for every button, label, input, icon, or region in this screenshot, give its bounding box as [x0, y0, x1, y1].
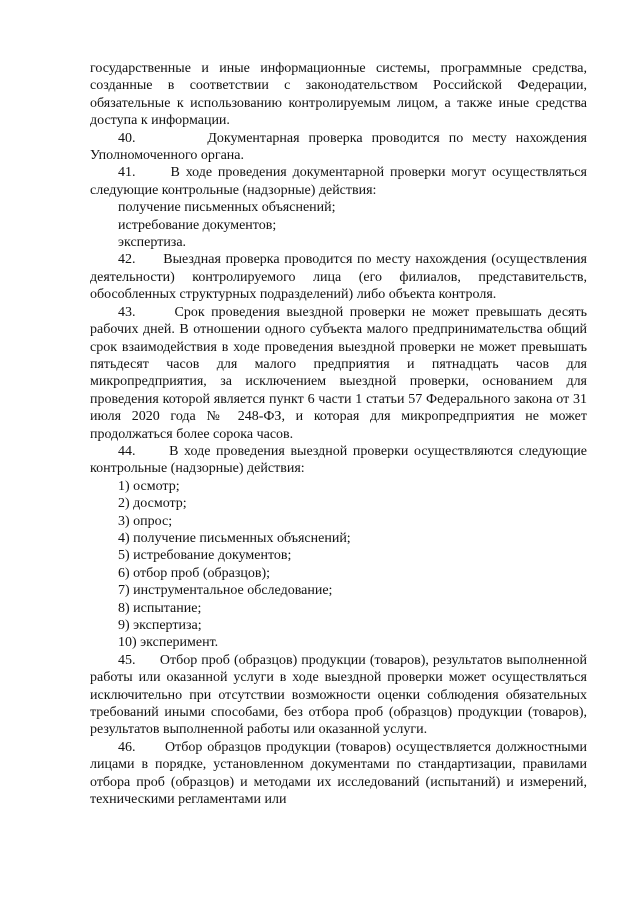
list-item: 3) опрос; — [118, 513, 173, 529]
paragraph-42: 42. Выездная проверка проводится по месту нахождения (осуществления деятельности) контролируемого лица (его филиалов, представительств, обособленных структурных подразделений) либо объекта контроля. — [90, 252, 587, 303]
list-item: экспертиза. — [118, 235, 187, 251]
list-item: 6) отбор проб (образцов); — [118, 565, 271, 581]
list-item: 9) экспертиза; — [118, 618, 202, 633]
list-item: 5) истребование документов; — [118, 548, 292, 564]
paragraph-45: 45. Отбор проб (образцов) продукции (товаров), результатов выполненной работы или оказанной услуги в ходе выездной проверки может осуществляться исключительно при отсутствии возможности оценки соблюдения обязательных требований иными способами, без отбора проб (образцов) продукции (товаров), результатов выполненной работы или оказанной услуги. — [90, 652, 587, 738]
list-item: 10) эксперимент. — [118, 635, 219, 651]
paragraph-41: 41. В ходе проведения документарной проверки могут осуществляться следующие контрольные (надзорные) действия: — [90, 165, 587, 198]
list-item: 4) получение письменных объяснений; — [118, 530, 351, 546]
paragraph-40: 40. Документарная проверка проводится по месту нахождения Уполномоченного органа. — [90, 130, 587, 164]
paragraph-44: 44. В ходе проведения выездной проверки осуществляются следующие контрольные (надзорные) действия: — [90, 443, 587, 477]
list-item: истребование документов; — [118, 217, 277, 233]
paragraph-43: 43. Срок проведения выездной проверки не может превышать десять рабочих дней. В отношении одного субъекта малого предпринимательства общий срок взаимодействия в ходе проведения выездной проверки не может превышать пятьдесят часов для малого предприятия и пятнадцать часов для микропредприятия, за исключением выездной проверки, основанием для проведения которой является пункт 6 части 1 статьи 57 Федерального закона от 31 июля 2020 года № 248-ФЗ, и которая для микропредприятия не может продолжаться более сорока часов. — [90, 304, 587, 442]
paragraph-46: 46. Отбор образцов продукции (товаров) осуществляется должностными лицами в порядке, установленном документами по стандартизации, правилами отбора проб (образцов) и методами их исследований (испытаний) и измерений, техническими регламентами или — [90, 739, 587, 808]
list-item: 8) испытание; — [118, 600, 202, 616]
list-item: 1) осмотр; — [118, 478, 180, 494]
list-item: 7) инструментальное обследование; — [118, 583, 333, 599]
list-item: 2) досмотр; — [118, 496, 187, 512]
list-item: получение письменных объяснений; — [118, 200, 336, 216]
paragraph-continuation: государственные и иные информационные системы, программные средства, созданные в соответствии с законодательством Российской Федерации, обязательные к использованию контролируемым лицом, а также иные средства доступа к информации. — [90, 61, 587, 129]
document-page — [90, 60, 587, 808]
